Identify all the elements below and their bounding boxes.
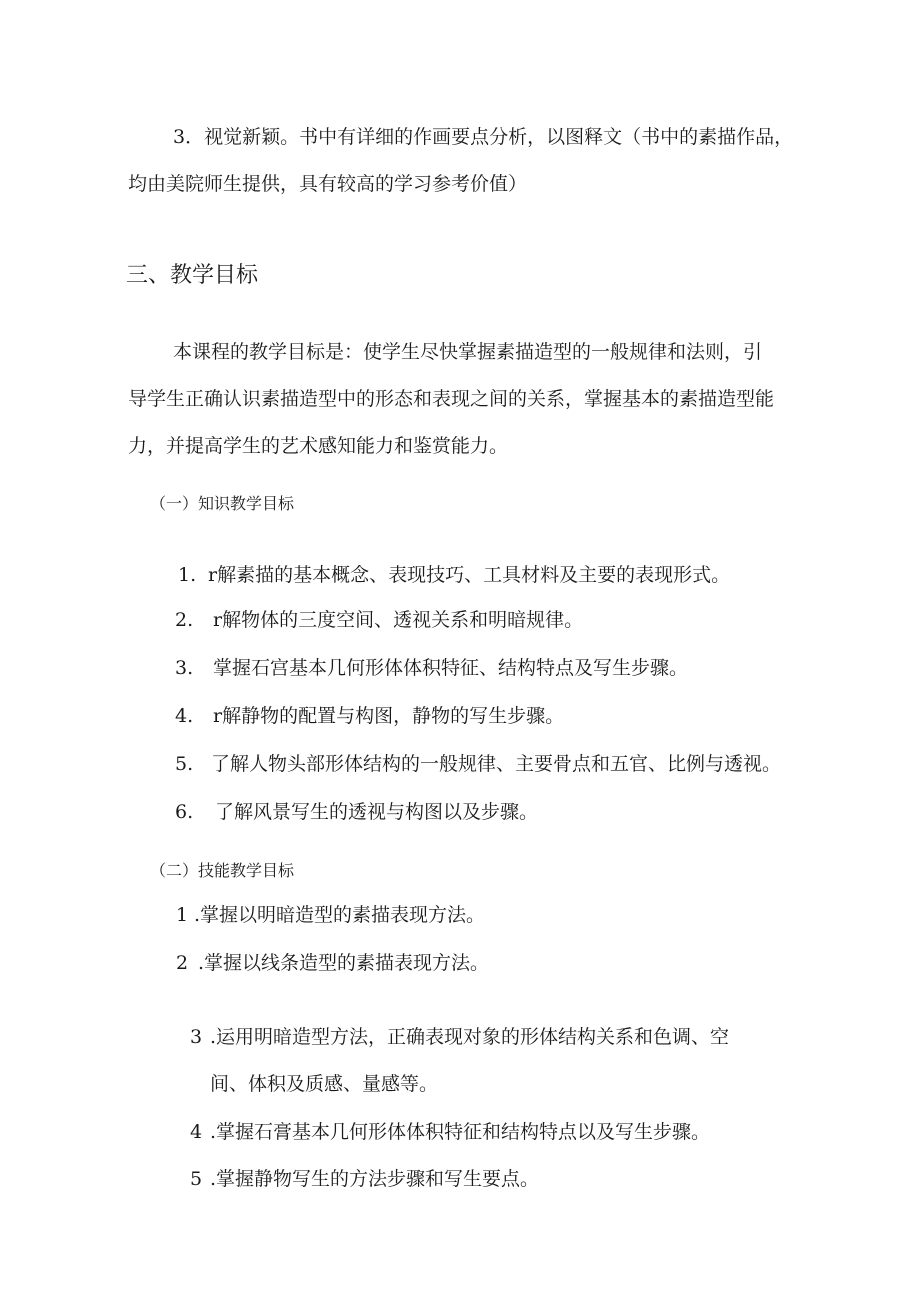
skill-item-text: .掌握以明暗造型的素描表现方法。 [194,904,486,926]
skill-item-text: .掌握静物写生的方法步骤和写生要点。 [210,1168,540,1190]
knowledge-item-text: 了解风景写生的透视与构图以及步骤。 [215,801,539,823]
skill-item [176,903,485,927]
knowledge-item-number: 6. [175,801,194,823]
intro-line-1: 3．视觉新颖。书中有详细的作画要点分析，以图释文（书中的素描作品， [173,126,794,148]
section-title-teaching-goals: 三、教学目标 [126,263,259,288]
knowledge-item [175,752,781,776]
skill-item [190,1025,729,1049]
skill-item-number: 2 [176,952,189,974]
knowledge-item-text: 了解人物头部形体结构的一般规律、主要骨点和五官、比例与透视。 [211,753,782,775]
intro-line-2: 均由美院师生提供，具有较高的学习参考价值） [128,173,528,195]
skill-item-number: 1 [176,904,189,926]
knowledge-item-text: r解素描的基本概念、表现技巧、工具材料及主要的表现形式。 [208,564,731,586]
skill-item-text: .运用明暗造型方法，正确表现对象的形体结构关系和色调、空 [210,1026,730,1048]
skill-item-number: 4 [190,1121,203,1143]
knowledge-item [175,800,538,824]
knowledge-item-text: 掌握石宫基本几何形体体积特征、结构特点及写生步骤。 [213,657,689,679]
goals-paragraph-line-2: 导学生正确认识素描造型中的形态和表现之间的关系，掌握基本的素描造型能 [128,388,775,410]
skill-item [190,1120,710,1144]
knowledge-item-text: r解物体的三度空间、透视关系和明暗规律。 [213,609,584,631]
skill-item-continuation: 间、体积及质感、量感等。 [210,1073,439,1095]
knowledge-item-number: 1. [178,564,197,586]
skill-item [190,1167,539,1191]
skill-goals-title: （二）技能教学目标 [150,861,295,880]
skill-item-text: .掌握以线条造型的素描表现方法。 [198,952,490,974]
knowledge-item-number: 5. [175,753,194,775]
knowledge-item [178,563,730,587]
skill-item-number: 3 [190,1026,203,1048]
knowledge-goals-title: （一）知识教学目标 [150,494,295,513]
knowledge-item [175,656,688,680]
knowledge-item-number: 2. [175,609,194,631]
skill-item-number: 5 [190,1168,203,1190]
goals-paragraph-line-3: 力，并提高学生的艺术感知能力和鉴赏能力。 [128,435,509,457]
knowledge-item-number: 3. [175,657,194,679]
knowledge-item [175,608,583,632]
skill-item [176,951,489,975]
knowledge-item [175,704,564,728]
knowledge-item-text: r解静物的配置与构图，静物的写生步骤。 [213,705,565,727]
knowledge-item-number: 4. [175,705,194,727]
goals-paragraph-line-1: 本课程的教学目标是：使学生尽快掌握素描造型的一般规律和法则，引 [173,341,763,363]
skill-item-text: .掌握石膏基本几何形体体积特征和结构特点以及写生步骤。 [210,1121,711,1143]
